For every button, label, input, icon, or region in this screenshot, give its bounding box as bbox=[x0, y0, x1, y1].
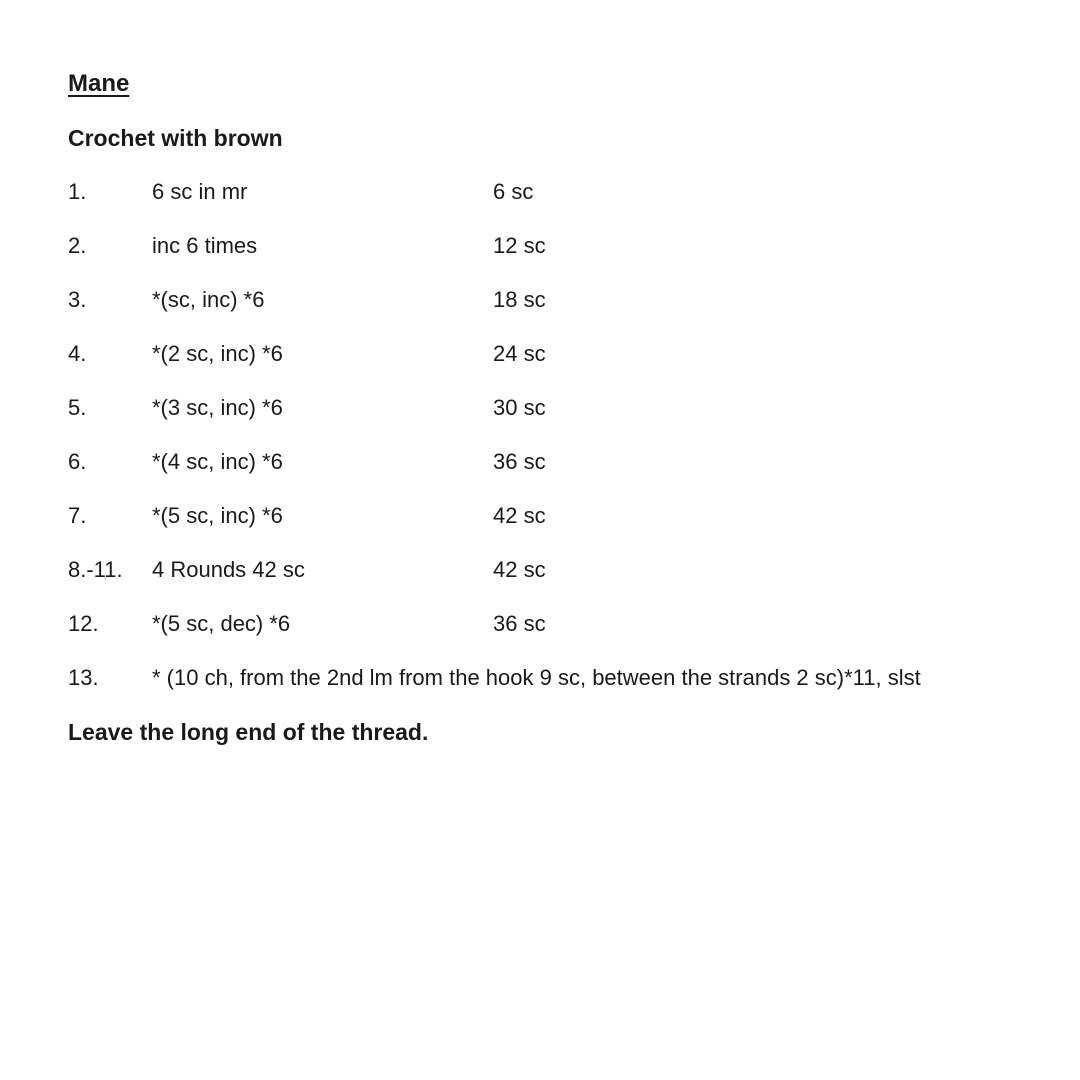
round-number: 4. bbox=[68, 341, 87, 366]
round-instruction: 6 sc in mr bbox=[152, 179, 248, 204]
round-instruction: * (10 ch, from the 2nd lm from the hook 9 sc, between the strands 2 sc)*11, slst bbox=[152, 665, 921, 690]
round-instruction: *(4 sc, inc) *6 bbox=[152, 449, 283, 474]
pattern-row bbox=[68, 435, 1080, 489]
pattern-row bbox=[68, 651, 1080, 705]
round-instruction: *(5 sc, inc) *6 bbox=[152, 503, 283, 528]
round-number: 8.-11. bbox=[68, 557, 123, 582]
round-number: 5. bbox=[68, 395, 87, 420]
pattern-row bbox=[68, 219, 1080, 273]
pattern-row bbox=[68, 597, 1080, 651]
footer-note: Leave the long end of the thread. bbox=[68, 719, 429, 745]
pattern-row bbox=[68, 273, 1080, 327]
pattern-row bbox=[68, 489, 1080, 543]
pattern-table bbox=[68, 165, 1080, 705]
stitch-count: 24 sc bbox=[493, 341, 546, 366]
round-instruction: *(sc, inc) *6 bbox=[152, 287, 265, 312]
stitch-count: 6 sc bbox=[493, 179, 534, 204]
stitch-count: 42 sc bbox=[493, 503, 546, 528]
round-instruction: *(3 sc, inc) *6 bbox=[152, 395, 283, 420]
stitch-count: 18 sc bbox=[493, 287, 546, 312]
pattern-row bbox=[68, 327, 1080, 381]
pattern-row bbox=[68, 165, 1080, 219]
round-number: 1. bbox=[68, 179, 87, 204]
round-number: 7. bbox=[68, 503, 87, 528]
stitch-count: 42 sc bbox=[493, 557, 546, 582]
page-title: Mane bbox=[68, 70, 130, 97]
round-number: 3. bbox=[68, 287, 87, 312]
stitch-count: 36 sc bbox=[493, 449, 546, 474]
round-number: 2. bbox=[68, 233, 87, 258]
round-number: 12. bbox=[68, 611, 99, 636]
stitch-count: 12 sc bbox=[493, 233, 546, 258]
round-number: 6. bbox=[68, 449, 87, 474]
round-instruction: inc 6 times bbox=[152, 233, 258, 258]
page-subtitle: Crochet with brown bbox=[68, 125, 283, 151]
round-instruction: 4 Rounds 42 sc bbox=[152, 557, 305, 582]
stitch-count: 36 sc bbox=[493, 611, 546, 636]
pattern-row bbox=[68, 381, 1080, 435]
round-instruction: *(5 sc, dec) *6 bbox=[152, 611, 291, 636]
round-instruction: *(2 sc, inc) *6 bbox=[152, 341, 283, 366]
round-number: 13. bbox=[68, 665, 99, 690]
pattern-row bbox=[68, 543, 1080, 597]
stitch-count: 30 sc bbox=[493, 395, 546, 420]
